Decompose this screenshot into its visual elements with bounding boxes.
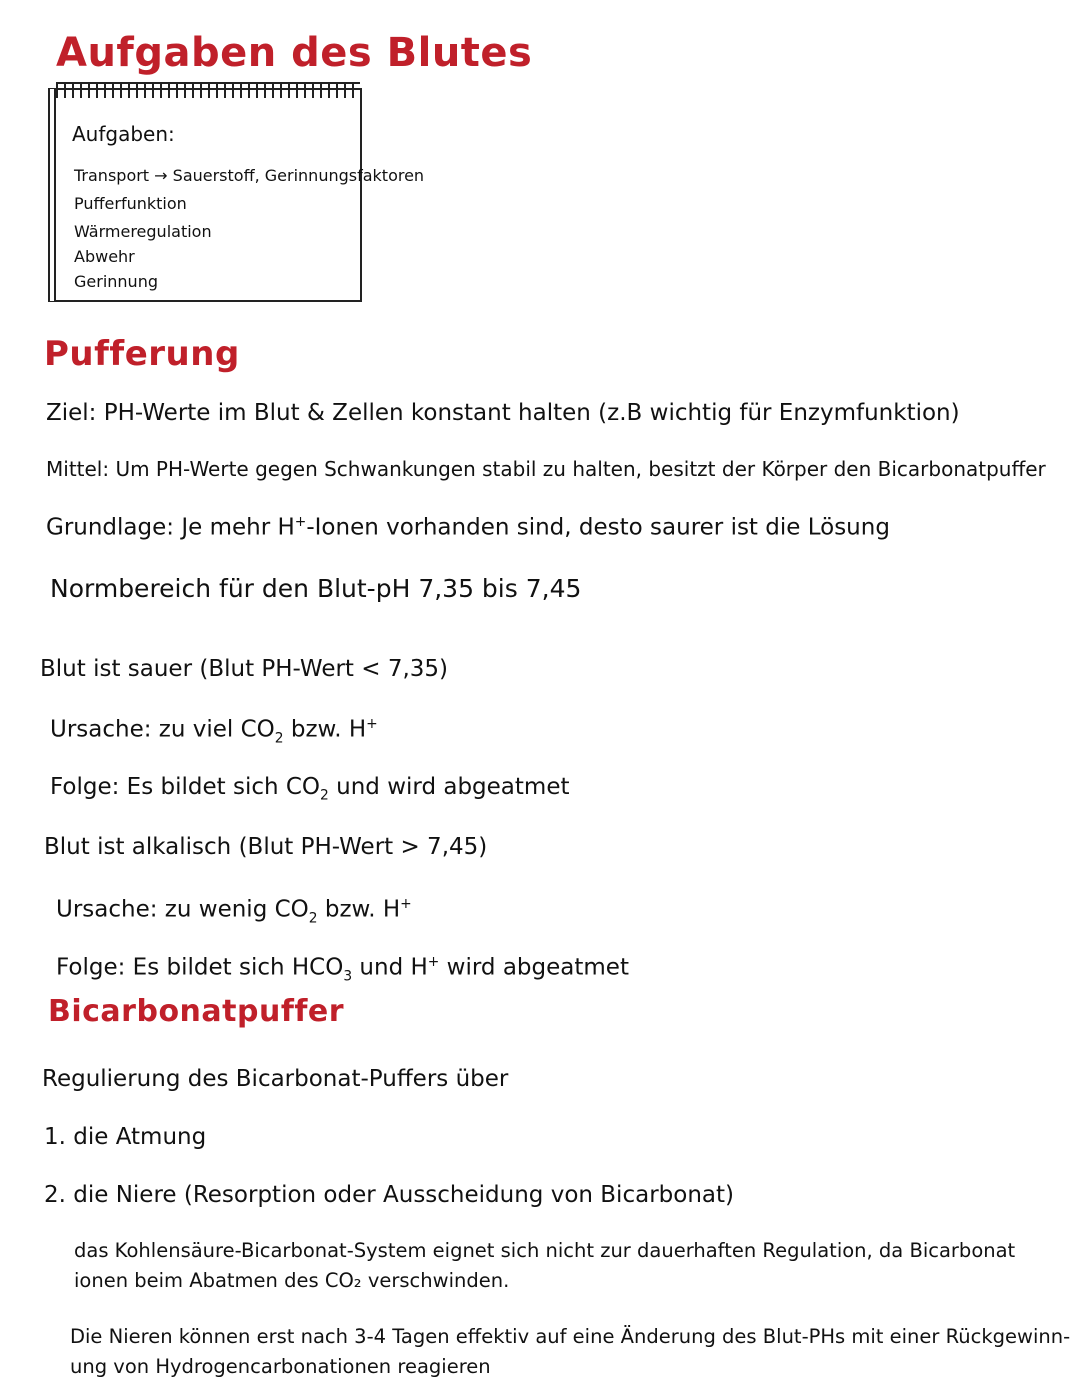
page-title: Aufgaben des Blutes bbox=[56, 30, 533, 76]
alkalisch-folge: Folge: Es bildet sich $HCO_3$ und H+ wird abgeatmet bbox=[56, 954, 629, 985]
sauer-folge: Folge: Es bildet sich $CO_2$ und wird abgeatmet bbox=[50, 774, 570, 804]
sauer-ursache: Ursache: zu viel $CO_2$ bzw. H+ bbox=[50, 716, 378, 747]
regulierung-line: Regulierung des Bicarbonat-Puffers über bbox=[42, 1066, 509, 1092]
sauer-title: Blut ist sauer (Blut PH-Wert < 7,35) bbox=[40, 656, 449, 682]
normbereich-line: Normbereich für den Blut-pH 7,35 bis 7,45 bbox=[50, 574, 582, 603]
paragraph-nieren: Die Nieren können erst nach 3-4 Tagen effektiv auf eine Änderung des Blut-PHs mit einer Rückgewinn- ung von Hydrogencarbonationen reagieren bbox=[70, 1325, 1071, 1378]
paragraph-kohlensaeure: das Kohlensäure-Bicarbonat-System eignet sich nicht zur dauerhaften Regulation, da Bicarbonat ionen beim Abatmen des CO₂ verschwinden. bbox=[74, 1239, 1016, 1292]
mittel-line: Mittel: Um PH-Werte gegen Schwankungen stabil zu halten, besitzt der Körper den Bicarbonatpuffer bbox=[46, 457, 1046, 481]
task-item: Gerinnung bbox=[74, 272, 158, 291]
regulierung-item-2: 2. die Niere (Resorption oder Ausscheidung von Bicarbonat) bbox=[44, 1182, 734, 1208]
regulierung-item-1: 1. die Atmung bbox=[44, 1124, 207, 1150]
section-heading-bicarbonatpuffer: Bicarbonatpuffer bbox=[48, 994, 345, 1029]
alkalisch-title: Blut ist alkalisch (Blut PH-Wert > 7,45) bbox=[44, 834, 488, 860]
tasks-notebook-box bbox=[54, 88, 425, 302]
section-heading-pufferung: Pufferung bbox=[44, 334, 240, 374]
task-item: Abwehr bbox=[74, 247, 135, 266]
alkalisch-ursache: Ursache: zu wenig $CO_2$ bzw. H+ bbox=[56, 896, 412, 927]
ziel-line: Ziel: PH-Werte im Blut & Zellen konstant halten (z.B wichtig für Enzymfunktion) bbox=[46, 400, 960, 426]
task-item: Pufferfunktion bbox=[74, 194, 187, 213]
spiral-binding bbox=[56, 82, 360, 98]
tasks-heading: Aufgaben: bbox=[72, 122, 175, 146]
grundlage-line: Grundlage: Je mehr H+-Ionen vorhanden sind, desto saurer ist die Lösung bbox=[46, 514, 890, 541]
task-item: Transport → Sauerstoff, Gerinnungsfaktoren bbox=[74, 166, 425, 185]
task-item: Wärmeregulation bbox=[74, 222, 212, 241]
